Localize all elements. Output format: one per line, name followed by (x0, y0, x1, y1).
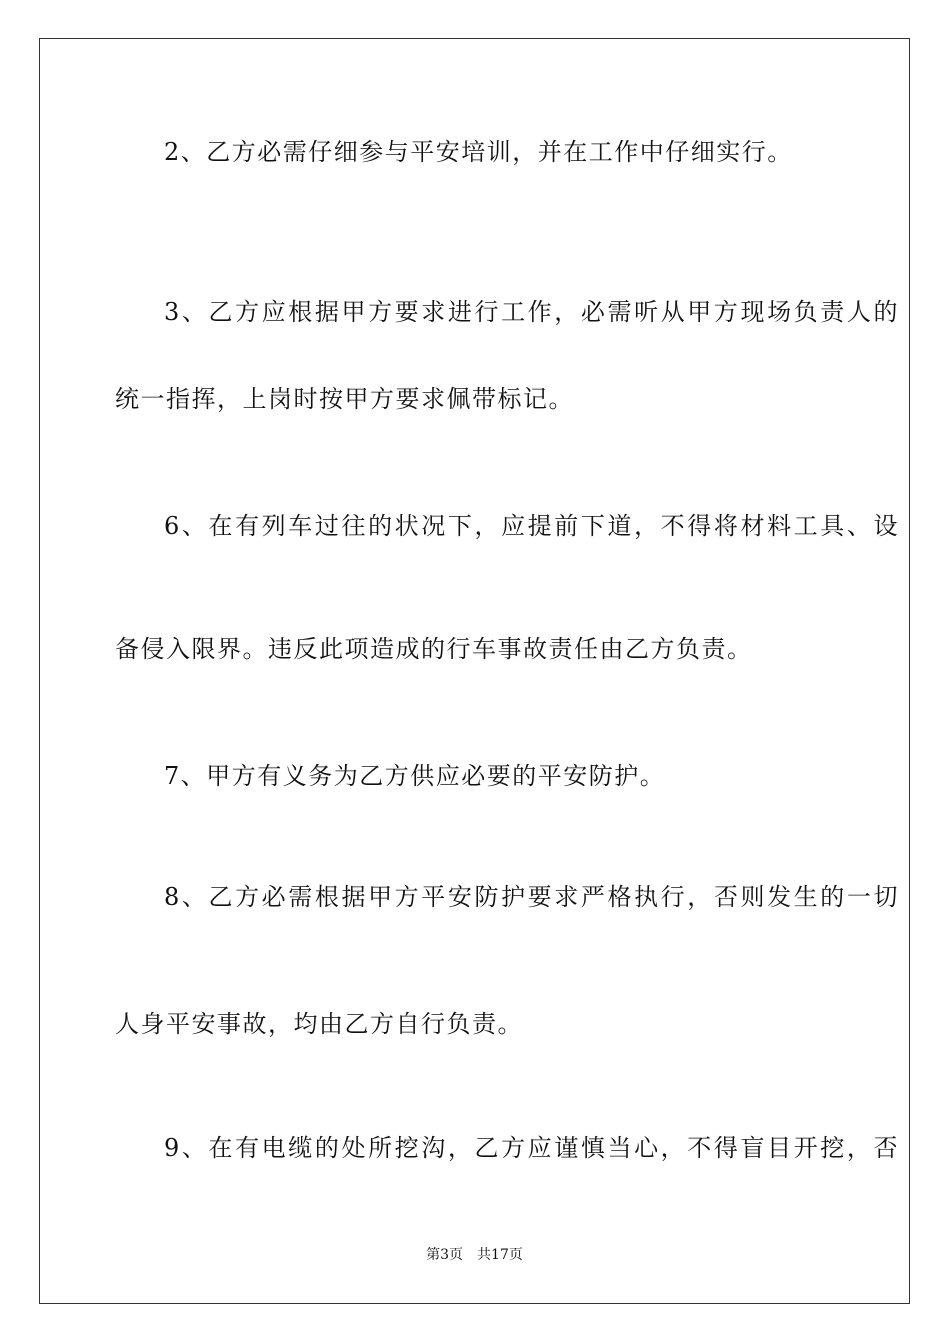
paragraph-line: 人身平安事故，均由乙方自行负责。 (115, 1010, 523, 1038)
page-frame (39, 38, 910, 1304)
page-total: 共17页 (477, 1247, 523, 1263)
paragraph-line: 2、乙方必需仔细参与平安培训，并在工作中仔细实行。 (164, 138, 793, 166)
page-footer (40, 1246, 909, 1264)
paragraph-line: 7、甲方有义务为乙方供应必要的平安防护。 (164, 762, 666, 790)
paragraph-line: 9、在有电缆的处所挖沟，乙方应谨慎当心，不得盲目开挖，否 (164, 1134, 901, 1162)
page-number: 第3页 (426, 1247, 464, 1263)
paragraph-line: 备侵入限界。违反此项造成的行车事故责任由乙方负责。 (115, 635, 753, 663)
paragraph-line: 统一指挥，上岗时按甲方要求佩带标记。 (115, 385, 574, 413)
paragraph-line: 6、在有列车过往的状况下，应提前下道，不得将材料工具、设 (164, 512, 901, 540)
paragraph-line: 8、乙方必需根据甲方平安防护要求严格执行，否则发生的一切 (164, 883, 901, 911)
paragraph-line: 3、乙方应根据甲方要求进行工作，必需听从甲方现场负责人的 (164, 298, 901, 326)
